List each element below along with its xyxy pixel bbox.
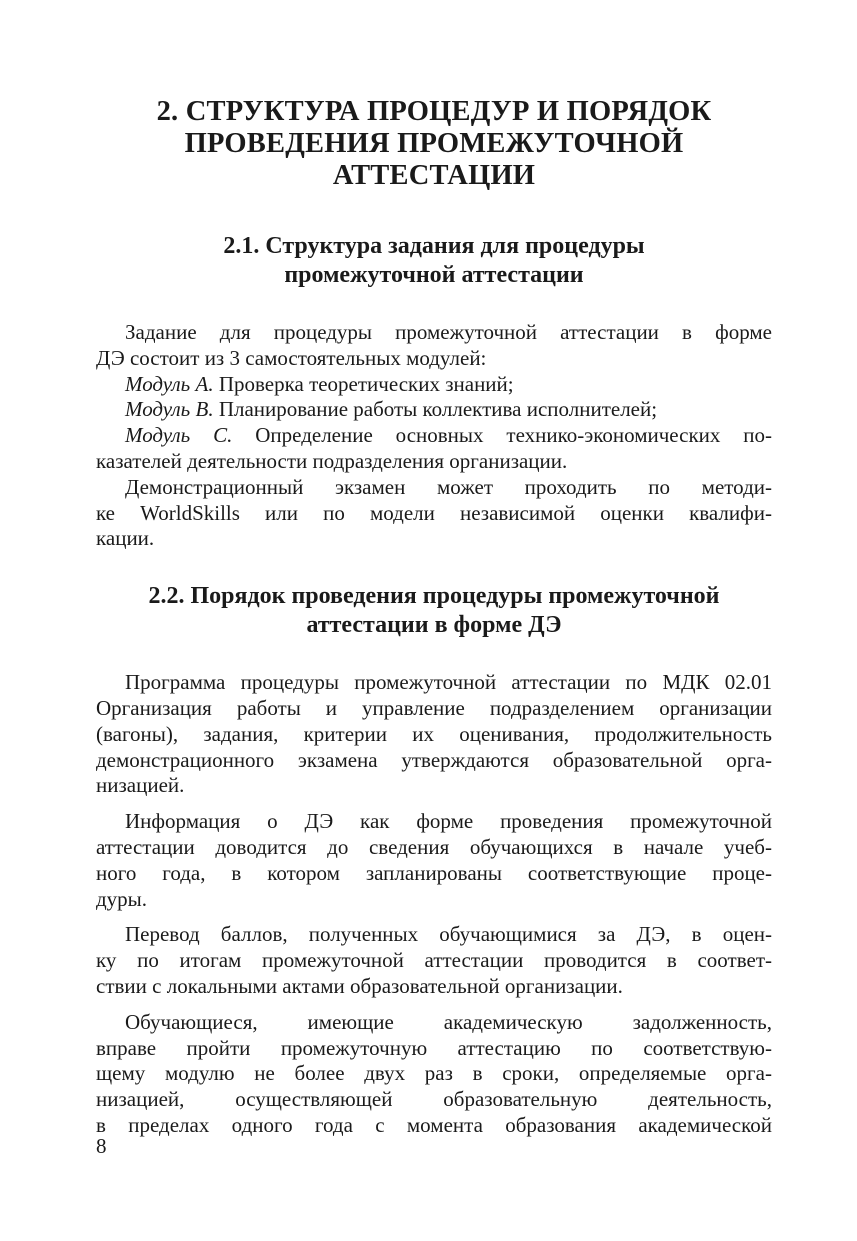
- section-2-1-body: [96, 320, 772, 552]
- section-2-2-title: [96, 582, 772, 640]
- text-line: вправе пройти промежуточную аттестацию по соответствую-: [96, 1035, 772, 1060]
- text-line: Задание для процедуры промежуточной аттестации в форме: [125, 320, 772, 344]
- text-line: Обучающиеся, имеющие академическую задолженность,: [125, 1009, 772, 1034]
- text-line: ствии с локальными актами образовательной организации.: [96, 973, 623, 998]
- module-b-line: [96, 397, 772, 423]
- module-c-line: [96, 423, 772, 449]
- module-b-text: Планирование работы коллектива исполнителей;: [213, 397, 658, 422]
- module-a-label: Модуль А.: [125, 371, 214, 396]
- text-line: низацией, осуществляющей образовательную деятельность,: [96, 1087, 772, 1112]
- chapter-title-line: АТТЕСТАЦИИ: [332, 160, 536, 191]
- module-b-label: Модуль В.: [125, 397, 214, 422]
- text-line: ДЭ состоит из 3 самостоятельных модулей:: [96, 345, 487, 370]
- paragraph-program: [96, 670, 772, 799]
- section-title-line: 2.1. Структура задания для процедуры: [223, 233, 645, 259]
- text-line: ку по итогам промежуточной аттестации проводится в соответ-: [96, 948, 772, 973]
- text-line: низацией.: [96, 773, 185, 798]
- module-a-text: Проверка теоретических знаний;: [213, 371, 514, 396]
- text-line: Организация работы и управление подразделением организации: [96, 695, 772, 720]
- document-page: [96, 96, 772, 1139]
- text-line: ного года, в котором запланированы соответствующие проце-: [96, 860, 772, 885]
- chapter-title-line: ПРОВЕДЕНИЯ ПРОМЕЖУТОЧНОЙ: [184, 128, 684, 159]
- page-number: 8: [96, 1134, 107, 1158]
- text-line: Демонстрационный экзамен может проходить по методи-: [125, 474, 772, 499]
- section-title-line: промежуточной аттестации: [284, 262, 584, 288]
- text-line: (вагоны), задания, критерии их оценивания, продолжительность: [96, 721, 772, 746]
- text-line: кации.: [96, 526, 155, 551]
- text-line: в пределах одного года с момента образования академической: [96, 1112, 772, 1137]
- section-title-line: 2.2. Порядок проведения процедуры промежуточной: [148, 583, 720, 610]
- text-line: аттестации доводится до сведения обучающихся в начале учеб-: [96, 834, 772, 859]
- paragraph-task-structure: [96, 320, 772, 372]
- paragraph-worldskills: [96, 475, 772, 552]
- chapter-title-line: 2. СТРУКТУРА ПРОЦЕДУР И ПОРЯДОК: [156, 96, 712, 127]
- text-line: Перевод баллов, полученных обучающимися за ДЭ, в оцен-: [125, 922, 772, 947]
- section-2-1-title: [96, 232, 772, 290]
- text-line: Информация о ДЭ как форме проведения промежуточной: [125, 809, 772, 834]
- module-c-label: Модуль С.: [125, 423, 233, 448]
- text-line: дуры.: [96, 886, 148, 911]
- paragraph-score-conversion: [96, 922, 772, 999]
- chapter-title: [96, 96, 772, 192]
- text-line: демонстрационного экзамена утверждаются образовательной орга-: [96, 747, 772, 772]
- section-2-2-body: [96, 670, 772, 1139]
- module-c-text: Определение основных технико-экономических по-: [232, 423, 772, 448]
- text-line: казателей деятельности подразделения организации.: [96, 448, 568, 473]
- text-line: Программа процедуры промежуточной аттестации по МДК 02.01: [125, 670, 772, 695]
- section-title-line: аттестации в форме ДЭ: [306, 612, 562, 639]
- paragraph-academic-debt: [96, 1010, 772, 1139]
- text-line: ке WorldSkills или по модели независимой оценки квалифи-: [96, 500, 772, 525]
- text-line: щему модулю не более двух раз в сроки, определяемые орга-: [96, 1061, 772, 1086]
- paragraph-information: [96, 809, 772, 912]
- module-a-line: [96, 372, 772, 398]
